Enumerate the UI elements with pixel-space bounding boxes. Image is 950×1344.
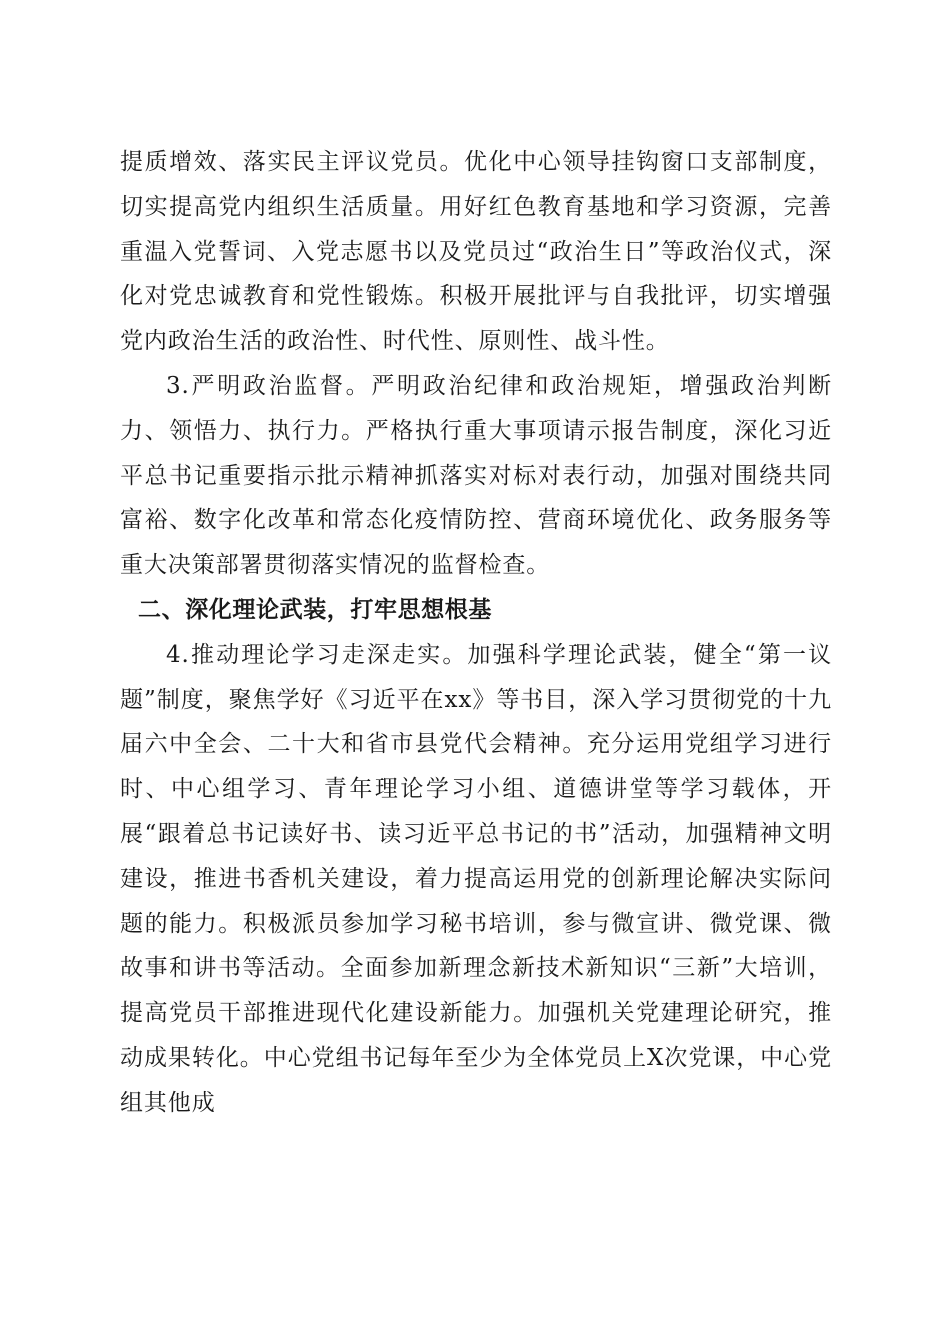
document-body — [120, 140, 832, 1126]
paragraph-continuation: 提质增效、落实民主评议党员。优化中心领导挂钩窗口支部制度，切实提高党内组织生活质量。用好红色教育基地和学习资源，完善重温入党誓词、入党志愿书以及党员过“政治生日”等政治仪式，深化对党忠诚教育和党性锻炼。积极开展批评与自我批评，切实增强党内政治生活的政治性、时代性、原则性、战斗性。 — [120, 149, 832, 355]
paragraph-item-3: 3.严明政治监督。严明政治纪律和政治规矩，增强政治判断力、领悟力、执行力。严格执行重大事项请示报告制度，深化习近平总书记重要指示批示精神抓落实对标对表行动，加强对围绕共同富裕、数字化改革和常态化疫情防控、营商环境优化、政务服务等重大决策部署贯彻落实情况的监督检查。 — [120, 372, 832, 579]
section-heading-2: 二、深化理论武装，打牢思想根基 — [138, 596, 492, 623]
paragraph-item-4: 4.推动理论学习走深走实。加强科学理论武装，健全“第一议题”制度，聚焦学好《习近平在xx》等书目，深入学习贯彻党的十九届六中全会、二十大和省市县党代会精神。充分运用党组学习进行时、中心组学习、青年理论学习小组、道德讲堂等学习载体，开展“跟着总书记读好书、读习近平总书记的书”活动，加强精神文明建设，推进书香机关建设，着力提高运用党的创新理论解决实际问题的能力。积极派员参加学习秘书培训，参与微宣讲、微党课、微故事和讲书等活动。全面参加新理念新技术新知识“三新”大培训，提高党员干部推进现代化建设新能力。加强机关党建理论研究，推动成果转化。中心党组书记每年至少为全体党员上X次党课，中心党组其他成 — [120, 641, 832, 1116]
